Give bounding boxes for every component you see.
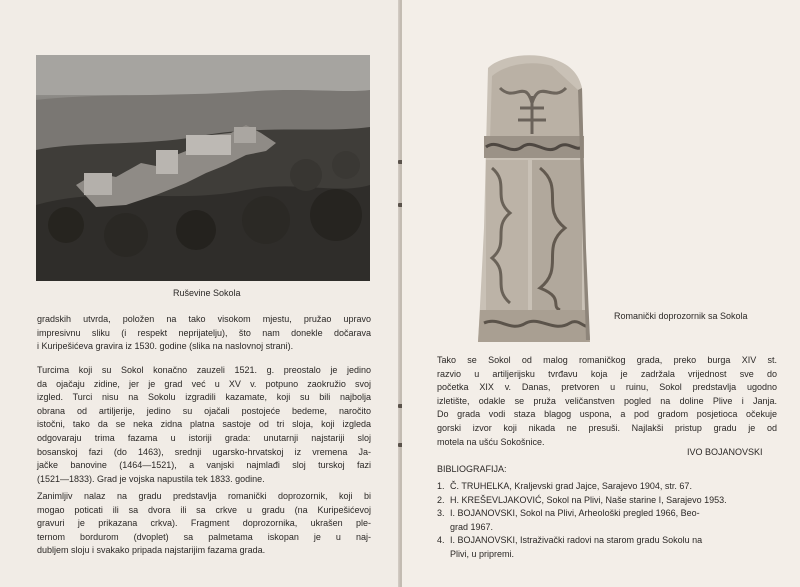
text-line: Tako se Sokol od malog romaničkog grada, preko burga XIV st. — [437, 355, 777, 365]
text-line: da ojačaju zidine, jer je grad već u XV v. potpuno zaokružio svoj — [37, 378, 371, 389]
list-text: I. BOJANOVSKI, Sokol na Plivi, Arheološki pregled 1966, Beo- — [450, 508, 700, 519]
text-line: izletište, odakle se pruža veličanstven pogled na doline Plive i Janja. — [437, 395, 777, 406]
list-text-block — [450, 507, 700, 534]
text-line: dubljem sloju i svakako pripada najstarijim fazama grada. — [37, 545, 266, 556]
author-name: IVO BOJANOVSKI — [687, 447, 763, 457]
list-text: Č. TRUHELKA, Kraljevski grad Jajce, Sarajevo 1904, str. 67. — [450, 481, 692, 491]
text-line: gravuri je prikazana crkva). Fragment doprozornika, ukrašen ple- — [37, 518, 371, 529]
text-line: razvio u artiljerijsku tvrđavu koja je zadržala vrijednost sve do — [437, 368, 777, 379]
text-line: impresivnu sliku (i respekt neprijatelju), što nam donekle dočarava — [37, 327, 371, 338]
left-paragraph-3 — [37, 490, 371, 558]
list-text: grad 1967. — [450, 521, 494, 532]
text-line: Turcima koji su Sokol konačno zauzeli 1521. g. preostalo je jedino — [37, 365, 371, 375]
text-line: (1521—1833). Grad je vojska napustila tek 1833. godine. — [37, 473, 265, 484]
text-line: ternom bordurom (dvoplet) sa palmetama iskopan je u naj- — [37, 531, 371, 542]
left-paragraph-1 — [37, 313, 371, 354]
list-text: H. KREŠEVLJAKOVIĆ, Sokol na Plivi, Naše starine I, Sarajevo 1953. — [450, 494, 727, 505]
text-line: gorski izvor koji nikada ne presuši. Najlakši pristup gradu je od — [437, 422, 777, 433]
list-number: 1. — [437, 481, 445, 491]
list-text: Plivi, u pripremi. — [450, 548, 515, 559]
list-text-block — [450, 534, 702, 561]
list-item — [437, 494, 777, 508]
text-line: mogao poticati ili sa dvora ili sa crkve u gradu (na Kuripešićevoj — [37, 504, 371, 515]
text-line: obrana od artiljerije, jedino su ojačali postojeće bedeme, naročito — [37, 405, 371, 416]
bibliography-heading: BIBLIOGRAFIJA: — [437, 464, 507, 474]
text-line: istočni, tako da se neka zidna platna sastoje od tri sloja, koji izgleda — [37, 419, 371, 430]
left-paragraph-2 — [37, 364, 371, 486]
list-number: 3. — [437, 508, 445, 519]
text-line: Zanimljiv nalaz na gradu predstavlja romanički doprozornik, koji bi — [37, 491, 371, 501]
list-item — [437, 480, 777, 494]
text-line: gradskih utvrda, položen na tako visokom mjestu, pružao upravo — [37, 314, 371, 324]
text-line: Do grada vodi staza blagog uspona, a pod gradom posjetioca očekuje — [437, 409, 777, 420]
text-line: i Kuripešićeva gravira iz 1530. godine (slika na naslovnoj strani). — [37, 341, 294, 352]
window-jamb-photo — [470, 48, 595, 348]
list-item — [437, 507, 777, 534]
ruins-photo-caption: Ruševine Sokola — [173, 288, 241, 298]
ruins-photo — [36, 55, 370, 281]
list-number: 2. — [437, 494, 445, 505]
list-number: 4. — [437, 535, 445, 546]
text-line: izgled. Turci nisu na Sokolu izgradili kazamate, koji su bili najbolja — [37, 392, 371, 403]
list-item — [437, 534, 777, 561]
text-line: jačke banovine (1464—1521), a vanjski najmlađi sloj turskoj fazi — [37, 460, 371, 471]
right-paragraph — [437, 354, 777, 449]
list-text: I. BOJANOVSKI, Istraživački radovi na starom gradu Sokolu na — [450, 535, 703, 546]
text-line: odgovaraju trima fazama u istoriji grada: unutarnji najstariji sloj — [37, 432, 371, 443]
text-line: motela na ušću Sokošnice. — [437, 436, 545, 447]
window-jamb-caption: Romanički doprozornik sa Sokola — [614, 311, 748, 321]
text-line: bosanskoj fazi (do 1463), srednji ugarsko-hrvatskoj iz vremena Ja- — [37, 446, 371, 457]
text-line: početka XIX v. Danas, pretvoren u ruinu, Sokol predstavlja ugodno — [437, 382, 777, 393]
bibliography-list — [437, 480, 777, 562]
